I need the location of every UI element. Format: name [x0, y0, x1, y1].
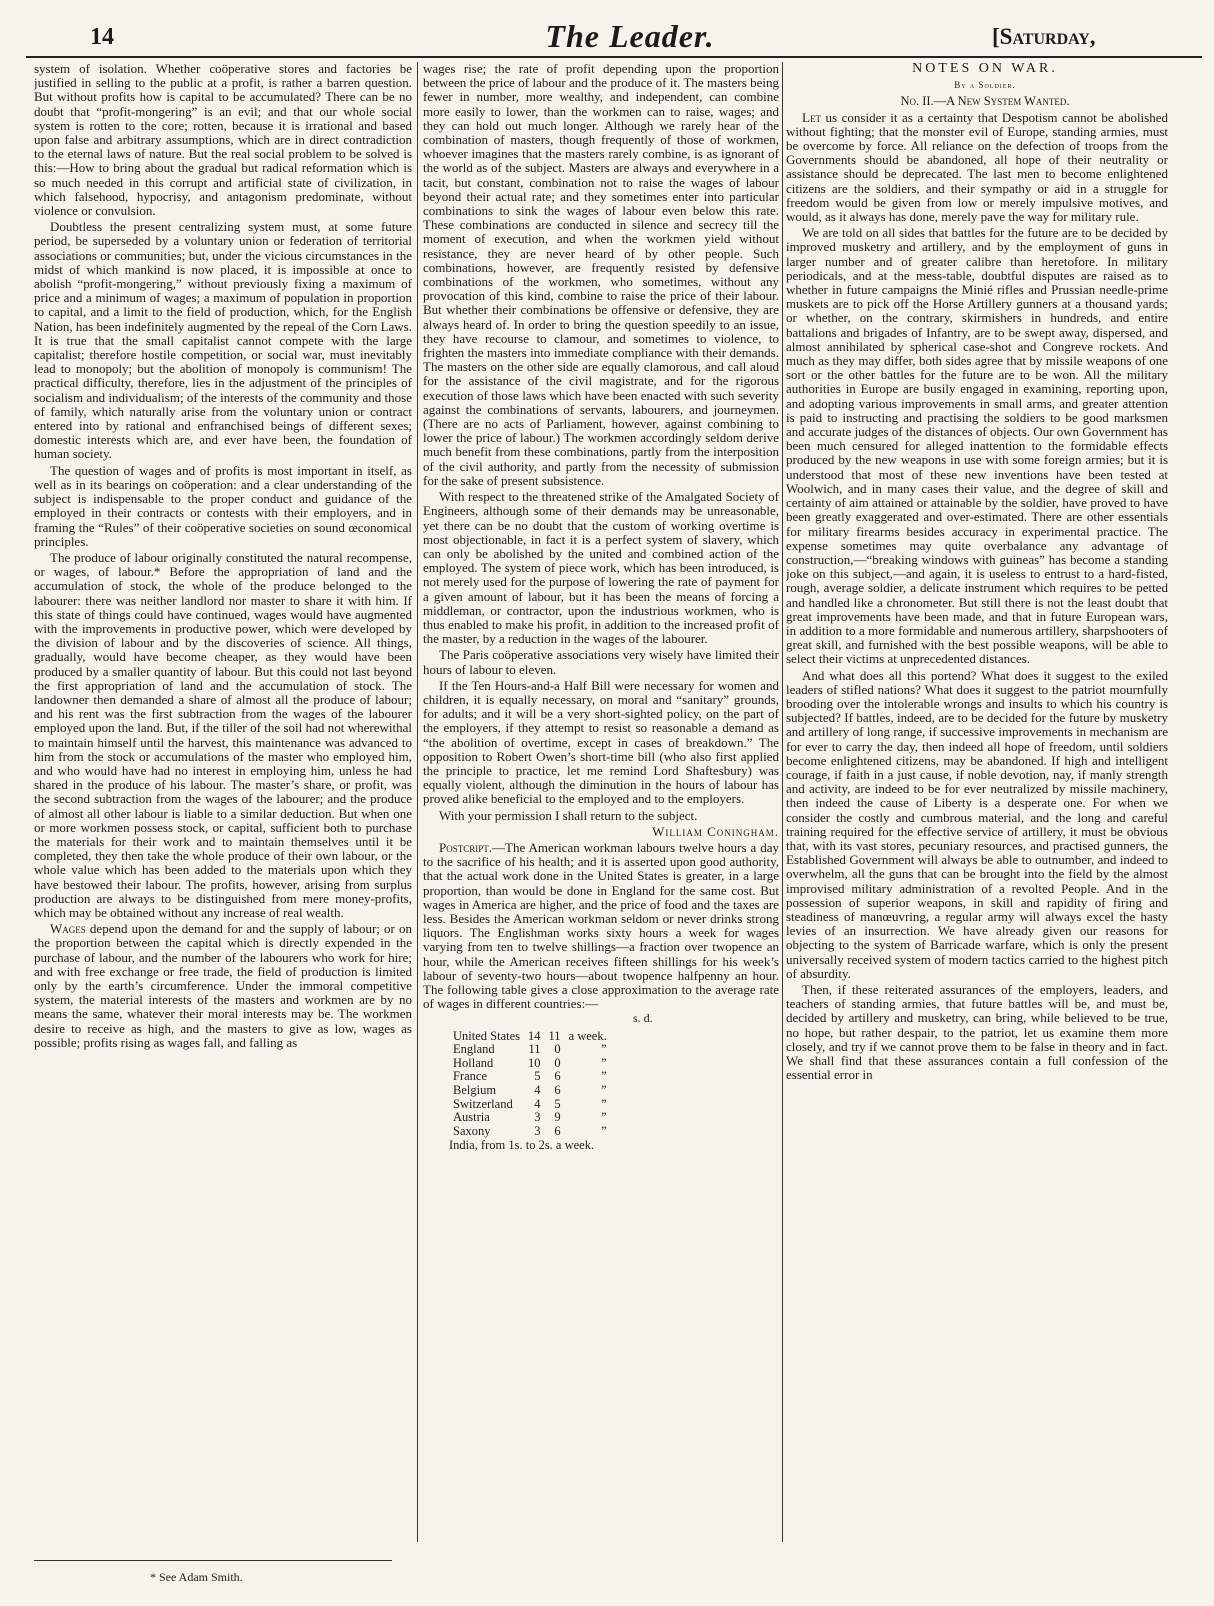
- table-cell-unit: a week.: [568, 1028, 607, 1043]
- table-row: [449, 1043, 611, 1057]
- table-cell-s: 10: [528, 1055, 541, 1070]
- table-row: [449, 1030, 611, 1044]
- table-cell-d: 11: [548, 1028, 561, 1043]
- table-cell-s: 11: [528, 1042, 541, 1057]
- table-cell-s: 14: [528, 1028, 541, 1043]
- lead-word: Postcript.: [439, 839, 492, 855]
- table-cell-d: 6: [554, 1069, 561, 1084]
- column-1: [34, 62, 412, 1532]
- table-cell-unit: ”: [601, 1055, 607, 1070]
- table-header: s. d.: [633, 1011, 653, 1026]
- table-cell-country: England: [453, 1042, 495, 1057]
- page-number: 14: [90, 24, 114, 50]
- table-cell-country: Belgium: [453, 1082, 497, 1097]
- article-subtitle: No. II.—A New System Wanted.: [900, 94, 1070, 109]
- masthead: The Leader.: [545, 18, 715, 54]
- paragraph: We are told on all sides that battles for the future are to be decided by improved musketry and artillery, and by the employment of guns in larger number and of greater calibre than heretofore. In military periodicals, and at the mess-table, doubtful disputes are raised as to whether in future campaigns the Minié rifles and Prussian needle-prime muskets are to pick off the Horse Artillery gunners at a thousand yards; or whether, on the contrary, skirmishers in hundreds, and entire battalions and brigades of Infantry, are to be swept away, dispersed, and almost annihilated by spherical case-shot and Congreve rockets. And much as they may differ, both sides agree that by missile weapons of one sort or the other battles for the future are to be won. All the military authorities in Europe are busily engaged in examining, reporting upon, and adopting various improvements in small arms, and greater attention is paid to instructing and practising the soldiers to be good marksmen and accurate judges of the distances of objects. Our own Government has been much censured for alleged inattention to the formidable effects produced by the new weapons in use with some foreign armies; but it is understood that most of these new inventions have been tested at Woolwich, and in many cases their value, and the degree of skill and certainty of aim attained or attainable by the soldier, have proved to have been greatly exaggerated and over-estimated. There are other essentials for military firearms besides accuracy in experimental practice. The expense sometimes may quite overbalance any advantage of construction,—“breaking windows with guineas” has become a standing joke on this subject,—and again, it is useless to entrust to a hard-fisted, rough, average soldier, a delicate instrument which requires to be petted and handled like a chronometer. But still there is not the least doubt that great improvements have been made, and that in future European wars, in addition to a more formidable and numerous artillery, sharpshooters of great skill, and furnished with the best possible weapons, will be able to select their victims at unprecedented distances.: [786, 225, 1168, 667]
- paragraph: [34, 922, 412, 1050]
- footnote: * See Adam Smith.: [150, 1570, 243, 1584]
- paragraph: Then, if these reiterated assurances of the employers, leaders, and teachers of standing armies, that future battles will be, and must be, decided by artillery and musketry, can bring, while believed to be true, no hope, but rather despair, to the patriot, let us examine them more closely, and try if we cannot prove them to be false in theory and in fact. We shall find that these assurances contain a full confession of the essential error in: [786, 982, 1168, 1083]
- table-cell-d: 6: [554, 1123, 561, 1138]
- paragraph: The question of wages and of profits is most important in itself, as well as in its bearings on coöperation: and a clear understanding of the subject is indispensable to the proper conduct and guidance of the employed in their contracts or contests with their employers, and in framing the “Rules” of their coöperative societies on sound œconomical principles.: [34, 462, 412, 549]
- table-cell-d: 5: [554, 1096, 561, 1111]
- article-byline: By a Soldier.: [954, 80, 1016, 91]
- wages-table: [449, 1030, 611, 1139]
- table-cell-d: 6: [554, 1082, 561, 1097]
- table-cell-country: Switzerland: [453, 1096, 513, 1111]
- signature: William Coningham.: [652, 823, 779, 839]
- table-cell-d: 0: [554, 1055, 561, 1070]
- paragraph: wages rise; the rate of profit depending upon the proportion between the price of labour and the produce of it. The masters being fewer in number, more wealthy, and independent, can combine more easily to lower, than the workmen can to raise, wages; and they can hold out much longer. Although we rarely hear of the combination of masters, though frequently of those of workmen, whoever imagines that the masters rarely combine, is as ignorant of the world as of the subject. Masters are always and everywhere in a tacit, but constant, combination not to raise the wages of labour beyond their actual rate; and they sometimes enter into particular combinations to sink the wages of labour even below this rate. These combinations are conducted in silence and secrecy till the moment of execution, and when the workmen yield without resistance, they are never heard of by other people. Such combinations, however, are frequently resisted by defensive combinations of the workmen, who sometimes, without any provocation of this kind, combine to raise the price of their labour. But whether their combinations be offensive or defensive, they are always heard of. In order to bring the question speedily to an issue, they have recourse to clamour, and sometimes to violence, to frighten the masters into immediate compliance with their demands. The masters on the other side are equally clamorous, and call aloud for the assistance of the civil magistrate, and for the rigorous execution of those laws which have been enacted with such severity against the combinations of servants, labourers, and journeymen. (There are no acts of Parliament, however, against combining to lower the price of labour.) The workmen accordingly seldom derive much benefit from these combinations, partly from the interposition of the civil authority, and partly from the necessity of submission for the sake of present subsistence.: [423, 62, 779, 488]
- table-cell-s: 3: [534, 1123, 541, 1138]
- table-cell-s: 5: [534, 1069, 541, 1084]
- table-cell-unit: ”: [601, 1123, 607, 1138]
- table-cell-country: United States: [453, 1028, 521, 1043]
- paragraph-text: us consider it as a certainty that Despotism cannot be abolished without fighting; that the monster evil of Europe, standing armies, must be overcome by force. All reliance on the defection of troops from the Governments should be abandoned, all hope of their neutrality or assistance should be deprecated. The last men to become enlightened citizens are the soldiers, and their sympathy or aid in a struggle for freedom would be given from low or merely impulsive motives, and would, as it always has done, merely pave the way for military rule.: [786, 109, 1168, 225]
- paragraph: [786, 111, 1168, 225]
- table-row: [449, 1111, 611, 1125]
- table-cell-unit: ”: [601, 1096, 607, 1111]
- table-cell-d: 0: [554, 1042, 561, 1057]
- article-title: NOTES ON WAR.: [912, 62, 1058, 76]
- table-cell-country: Saxony: [453, 1123, 491, 1138]
- paragraph-text: —The American workman labours twelve hours a day to the sacrifice of his health; and it is asserted upon good authority, that the actual work done in the United States is greater, in a large proportion, than would be done in England for the same cost. But wages in America are higher, and the price of food and the taxes are less. Besides the American workman seldom or never drinks strong liquors. The Englishman works sixty hours a week for wages varying from ten to twelve shillings—a fraction over twopence an hour, while the American receives fifteen shillings for his week’s labour of seventy-two hours—about twopence halfpenny an hour. The following table gives a close approximation to the average rate of wages in different countries:—: [423, 839, 779, 1012]
- issue-day: [Saturday,: [992, 24, 1096, 49]
- table-row: [449, 1125, 611, 1139]
- table-cell-unit: ”: [601, 1042, 607, 1057]
- paragraph: The produce of labour originally constituted the natural recompense, or wages, of labour.* Before the appropriation of land and the accumulation of stock, the whole of the produce belonged to the labourer: there was neither landlord nor master to share it with him. If this state of things could have continued, wages would have augmented with the improvements in productive power, which were developed by the division of labour and by the discoveries of science. All things, gradually, would have become cheaper, as they would have been produced by a smaller quantity of labour. But this could not last beyond the first appropriation of land and the accumulation of stock. The landowner then demanded a share of almost all the produce of labour; and his rent was the first subtraction from the wages of the labourer employed upon the land. But, if the tiller of the soil had not wherewithal to maintain himself until the harvest, this maintenance was advanced to him from the stock or accumulations of the master who employed him, and who would have had no interest in employing him, unless he had shared in the produce of his labour. The master’s share, or profit, was the second subtraction from the wages of the labourer; and the produce of almost all other labour is liable to a similar deduction. But when one or more workmen possess stock, or capital, sufficient both to purchase the materials for their work and to maintain themselves until it be completed, they then take the whole produce of their own labour, or the whole value which has been added to the materials upon which they have bestowed their labour. The profits, however, arising from surplus production are always to be distinguished from mere money-profits, which may be obtained without any increase of real wealth.: [34, 549, 412, 920]
- table-row: [449, 1057, 611, 1071]
- table-cell-s: 4: [534, 1082, 541, 1097]
- table-cell-country: Holland: [453, 1055, 494, 1070]
- table-row: [449, 1098, 611, 1112]
- table-cell-unit: ”: [601, 1110, 607, 1125]
- table-cell-unit: ”: [601, 1082, 607, 1097]
- table-cell-s: 4: [534, 1096, 541, 1111]
- column-2: [423, 62, 779, 1542]
- table-cell-unit: ”: [601, 1069, 607, 1084]
- table-cell-country: France: [453, 1069, 488, 1084]
- table-cell-country: Austria: [453, 1110, 490, 1125]
- lead-word: Let: [802, 109, 821, 125]
- postscript: [423, 841, 779, 1011]
- paragraph: Doubtless the present centralizing system must, at some future period, be superseded by a voluntary union or federation of territorial associations or communities; but, under the vicious circumstances in the midst of which mankind is now placed, it is impossible at once to abolish “profit-mongering,” without previously fixing a maximum of price and a minimum of wages; a maximum of population in proportion to capital, and a limit to the field of production, which, for the English Nation, has been indefinitely augmented by the repeal of the Corn Laws. It is true that the small capitalist cannot compete with the large capitalist; therefore hostile competition, or social war, must inevitably lead to monopoly; but the abolition of monopoly is communism! The practical difficulty, therefore, lies in the adjustment of the principles of socialism and individualism; of the interests of the community and those of family, which naturally arise from the voluntary union or contract entered into by rational and enfranchised beings of different sexes; domestic interests which are, and ever have been, the foundation of human society.: [34, 219, 412, 462]
- table-cell-d: 9: [554, 1110, 561, 1125]
- column-divider: [782, 62, 783, 1542]
- header-rule: [26, 56, 1202, 58]
- table-cell-s: 3: [534, 1110, 541, 1125]
- column-divider: [417, 62, 418, 1542]
- paragraph: And what does all this portend? What does it suggest to the exiled leaders of stifled nations? What does it suggest to the patriot mournfully brooding over the intolerable wrongs and insults to which his country is subjected? If battles, indeed, are to be decided for the future by musketry and artillery of long range, if successive improvements in mechanism are for ever to carry the day, then indeed all hope of freedom, until soldiers become enlightened citizens, may be abandoned. If high and intelligent courage, if faith in a just cause, if noble devotion, nay, if manly strength and activity, are indeed to be for ever neutralized by missile machinery, then indeed the cause of Liberty is a desperate one. For when we consider the costly and cumbrous material, and the long and careful training required for the effective service of artillery, it must be obvious that, with its vast stores, pecuniary resources, and practised gunners, the Established Government will always be able to outnumber, and indeed to overwhelm, all the guns that can be brought into the field by the almost improvised military administration of a revolted People. And in the possession of superior weapons, in skill and rapidity of firing and steadiness of manœuvring, a regular army will always excel the hasty levies of an insurrection. We have already given our reasons for objecting to the system of Barricade warfare, which is only the present universally received system of modern tactics carried to the highest pitch of absurdity.: [786, 667, 1168, 981]
- paragraph: With your permission I shall return to the subject.: [439, 807, 698, 823]
- table-row: [449, 1070, 611, 1084]
- paragraph-text: depend upon the demand for and the supply of labour; or on the proportion between the capital which is directly expended in the purchase of labour, and the number of the labourers who work for hire; and with free exchange or free trade, the field of production is limited only by the earth’s circumference. Under the immoral competitive system, the material interests of the masters and workmen are by no means the same, whatever their moral interests may be. The workmen desire to receive as high, and the masters to give as low, wages as possible; profits rising as wages fall, and falling as: [34, 921, 412, 1050]
- table-note: India, from 1s. to 2s. a week.: [449, 1138, 595, 1153]
- footnote-rule: [34, 1560, 392, 1561]
- page-header: [0, 0, 1214, 56]
- lead-word: Wages: [50, 921, 86, 937]
- column-3: [786, 62, 1168, 1602]
- table-row: [449, 1084, 611, 1098]
- paragraph: If the Ten Hours-and-a Half Bill were necessary for women and children, it is equally necessary, on moral and “sanitary” grounds, for adults; and it will be a very short-sighted policy, on the part of the employers, if they attempt to resist so reasonable a demand as “the abolition of overtime, except in cases of breakdown.” The opposition to Robert Owen’s short-time bill (who also first applied the principle to practice, let me remind Lord Shaftesbury) was equally violent, although the diminution in the hours of labour has proved alike beneficial to the employed and to the employers.: [423, 677, 779, 807]
- paragraph: The Paris coöperative associations very wisely have limited their hours of labour to eleven.: [423, 647, 779, 677]
- paragraph: system of isolation. Whether coöperative stores and factories be justified in selling to the public at a profit, is rather a barren question. But without profits how is capital to be accumulated? There can be no doubt that “profit-mongering” is an evil; and that our whole social system is rotten to the core; rotten, because it is irrational and based upon false and arbitrary assumptions, which are in direct contradiction to the eternal laws of nature. But the real social problem to be solved is this:—How to bring about the gradual but radical reformation which is so much needed in this corrupt and artificial state of civilization, in which falsehood, hypocrisy, and antagonism predominate, without violence or convulsion.: [34, 62, 412, 219]
- paragraph: With respect to the threatened strike of the Amalgated Society of Engineers, although some of their demands may be unreasonable, yet there can be no doubt that the custom of working overtime is most objectionable, in fact it is a perfect system of slavery, which can only be abolished by the united and combined action of the employed. The system of piece work, which has been introduced, is not merely used for the purpose of lowering the rate of payment for a given amount of labour, but it has been the means of forcing a middleman, or contractor, upon the industrious workmen, who is thus enabled to make his profit, in addition to the increased profit of the master, by a reduction in the wages of the labourer.: [423, 489, 779, 647]
